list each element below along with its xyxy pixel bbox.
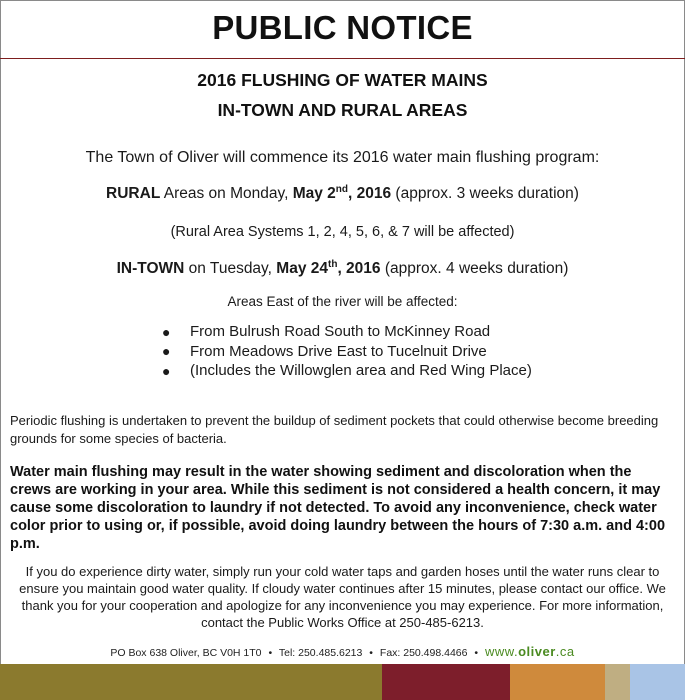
footer-separator: • [369,647,373,659]
bullet-icon: ● [162,323,171,340]
contact-footer [0,644,685,659]
bullet-icon: ● [162,343,171,360]
rural-duration: (approx. 3 weeks duration) [391,185,579,202]
headline-line-1: 2016 FLUSHING OF WATER MAINS [197,70,488,90]
intown-schedule [0,260,685,278]
list-item: ● (Includes the Willowglen area and Red Wing Place) [162,362,532,380]
intro-text: The Town of Oliver will commence its 2016 water main flushing program: [85,149,600,166]
rural-date-suffix: nd [335,183,349,195]
intown-duration: (approx. 4 weeks duration) [380,260,569,277]
intown-pre: on Tuesday, [184,260,277,277]
intown-note: Areas East of the river will be affected: [227,294,458,309]
advice-paragraph: If you do experience dirty water, simply run your cold water taps and garden hoses until the water runs clear to ensure you maintain good water quality. If cloudy water continues after 15 minutes, please contact our office. We thank you for your cooperation and apologize for any inconvenience you may experience. For more information, contact the Public Works Office at 250-485-6213. [19,564,666,630]
footer-separator: • [268,647,273,659]
list-item: ● From Bulrush Road South to McKinney Road [162,323,491,341]
bullet-icon: ● [162,362,171,379]
notice-header [0,0,685,59]
footer-tel: Tel: 250.485.6213 [278,647,363,659]
footer-fax: Fax: 250.498.4466 [379,647,468,659]
list-item: ● From Meadows Drive East to Tucelnuit Drive [162,342,487,360]
color-bar-orange [510,664,605,700]
rural-note: (Rural Area Systems 1, 2, 4, 5, 6, & 7 will be affected) [170,224,515,240]
footer-website-link[interactable]: www.oliver.ca [485,644,575,659]
footer-separator: • [474,647,479,659]
intown-date: May 24 [276,260,328,277]
warning-paragraph: Water main flushing may result in the water showing sediment and discoloration when the crews are working in your area. While this sediment is not considered a health concern, it may cause some discoloration to laundry if not detected. To avoid any inconvenience, check water color prior to using or, if possible, avoid doing laundry between the hours of 7:30 a.m. and 4:00 p.m. [10,464,666,552]
intown-label: IN-TOWN [116,260,185,277]
color-bar-maroon [382,664,510,700]
headline-line-2: IN-TOWN AND RURAL AREAS [217,100,468,120]
rural-schedule [0,185,685,203]
intown-date-suffix: th [327,258,338,270]
rural-date: May 2 [292,185,336,202]
color-bar-tan [605,664,630,700]
rural-label: RURAL [106,185,161,202]
rural-pre: Areas on Monday, [160,185,293,202]
intown-year: , 2016 [337,260,381,277]
color-bar-blue [630,664,685,700]
periodic-flushing-paragraph: Periodic flushing is undertaken to prevent the buildup of sediment pockets that could otherwise become breeding grounds for some species of bacteria. [10,413,659,446]
affected-areas-list [162,322,532,381]
rural-year: , 2016 [348,185,392,202]
color-bar-olive [0,664,382,700]
footer-address: PO Box 638 Oliver, BC V0H 1T0 [110,647,262,659]
notice-title: PUBLIC NOTICE [212,9,473,46]
